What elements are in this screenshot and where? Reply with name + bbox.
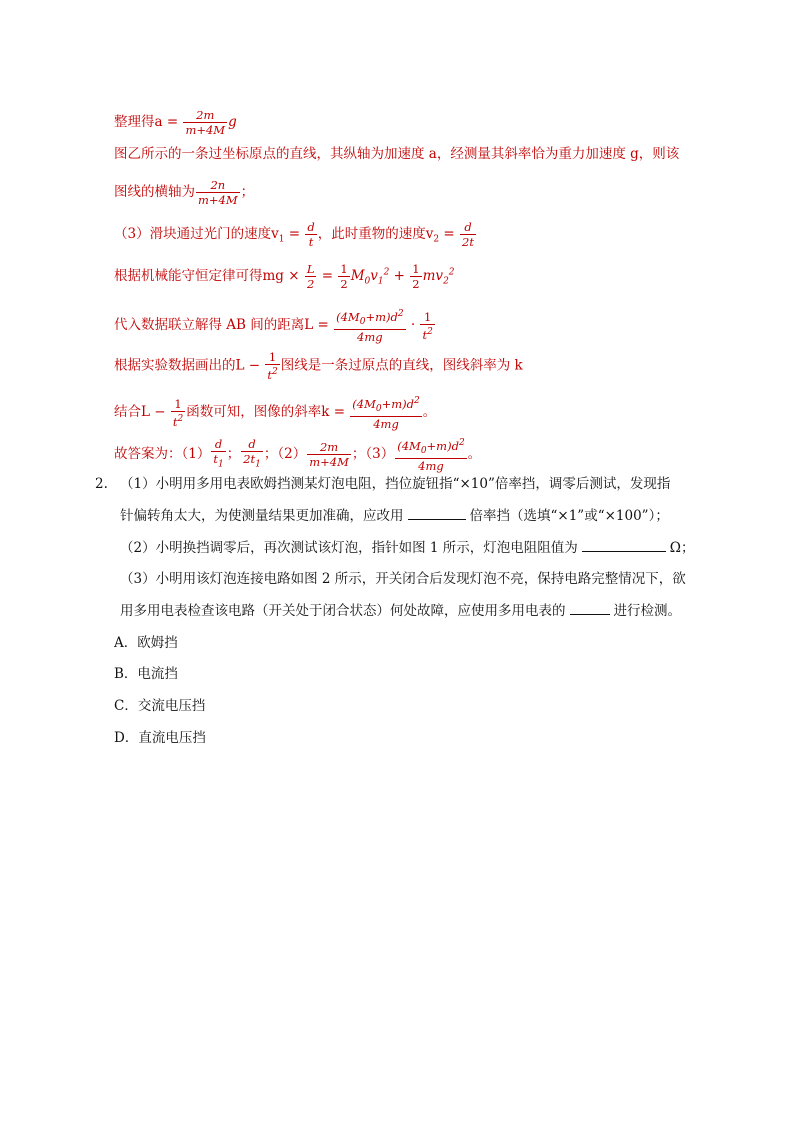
math-formula: L − [235,357,265,374]
answer-blank[interactable] [570,602,610,615]
solution-line-6: 代入数据联立解得 AB 间的距离L = $\frac{(4M_0+m)d^2}{4mg}$ · $\frac{1}{t^2}$ [114,309,433,345]
solution-line-7 [114,350,523,382]
solution-line-2 [114,144,679,164]
solution-text: 根据机械能守恒定律可得 [114,268,263,284]
solution-line-8 [114,394,436,431]
fraction: $\frac{(4M_0+m)d^2}{4mg}$ [336,309,404,345]
answer-label: 故答案为：（1） [114,446,211,463]
question-part-1-line-1: （1）小明用多用电表欧姆挡测某灯泡电阻，挡位旋钮指“×10”倍率挡，调零后测试，发现指 [120,476,671,492]
question-part-1-line-2: 针偏转角太大，为使测量结果更加准确，应改用 倍率挡（选填“×1”或“×100”）； [120,508,669,524]
solution-text: （3）滑块通过光门的速度 [114,226,272,242]
solution-text: 函数可知，图像的斜率 [186,404,322,421]
punctuation: 。 [422,404,437,421]
solution-line-4 [114,220,477,250]
fraction: $\frac{(4M_0+m)d^2}{4mg}$ [397,438,465,474]
solution-text: 根据实验数据画出的 [114,357,236,374]
fraction: $\frac{2m}{m+4M}$ [185,108,226,137]
math-formula: $v_1$ = [271,226,305,245]
option-b[interactable]: B．电流挡 [114,666,178,682]
solution-text: 代入数据联立解得 AB 间的距离 [114,317,305,334]
fraction: $\frac{2m}{m+4M}$ [309,440,349,470]
math-formula: $M_0v_1^2$ [350,267,390,287]
fraction: $\frac{1}{2}$ [340,262,348,291]
math-formula: $mv_2^2$ [422,267,455,287]
math-formula: $v_2$ = [425,226,460,245]
option-c[interactable]: C．交流电压挡 [114,698,206,714]
fraction: $\frac{d}{2t_1}$ [243,437,261,470]
math-formula: L = [304,317,334,334]
solution-line-1 [114,108,237,137]
question-part-3-line-1: （3）小明用该灯泡连接电路如图 2 所示，开关闭合后发现灯泡不亮，保持电路完整情况下，欲 [120,571,686,587]
question-part-3-line-2: 用多用电表检查该电路（开关处于闭合状态）何处故障，应使用多用电表的 进行检测。 [120,603,681,619]
solution-text: 图线是一条过原点的直线，图线斜率为 k [280,357,523,374]
solution-text: ，此时重物的速度 [317,226,426,242]
fraction: $\frac{1}{t^2}$ [422,309,433,342]
fraction: $\frac{(4M_0+m)d^2}{4mg}$ [352,396,420,432]
question-part-2: （2）小明换挡调零后，再次测试该灯泡，指针如图 1 所示，灯泡电阻阻值为 Ω； [120,540,695,556]
fraction: $\frac{L}{2}$ [306,262,315,291]
solution-text: 结合 [114,404,141,421]
option-d[interactable]: D．直流电压挡 [114,730,206,746]
fraction: $\frac{2n}{m+4M}$ [198,178,238,207]
fraction: $\frac{1}{2}$ [412,262,420,291]
solution-text: 图线的横轴为 [114,184,195,200]
fraction: $\frac{d}{2t}$ [462,220,474,249]
math-formula: L − [141,404,170,421]
math-formula: a = [154,114,183,130]
solution-text: 整理得 [114,114,155,130]
answer-blank[interactable] [408,507,466,520]
math-symbol: g [228,114,237,130]
solution-text: 图乙所示的一条过坐标原点的直线，其纵轴为加速度 a，经测量其斜率恰为重力加速度 g，则该 [114,146,680,162]
solution-answer-line: 故答案为：（1） $\frac{d}{t_1}$ ； $\frac{d}{2t_1}$ ；（2） $\frac{2m}{m+4M}$ ；（3） $\frac{(4M_0+m)d^2}{4mg}$ 。 [114,437,482,474]
answer-blank[interactable] [582,539,666,552]
solution-line-3 [114,178,254,207]
option-a[interactable]: A．欧姆挡 [114,635,178,651]
question-number: 2. [95,476,108,492]
fraction: $\frac{1}{t^2}$ [267,350,278,382]
solution-line-5: 根据机械能守恒定律可得mg × $\frac{L}{2}$ = $\frac{1}{2}$ $M_0v_1^2$ + $\frac{1}{2}$ $mv_2^2$ [114,262,455,291]
math-formula: k = [321,404,350,421]
fraction: $\frac{d}{t}$ [307,220,315,249]
fraction: $\frac{d}{t_1}$ [213,437,224,470]
punctuation: ； [240,184,255,200]
math-formula: mg × [262,268,304,284]
fraction: $\frac{1}{t^2}$ [172,396,184,429]
